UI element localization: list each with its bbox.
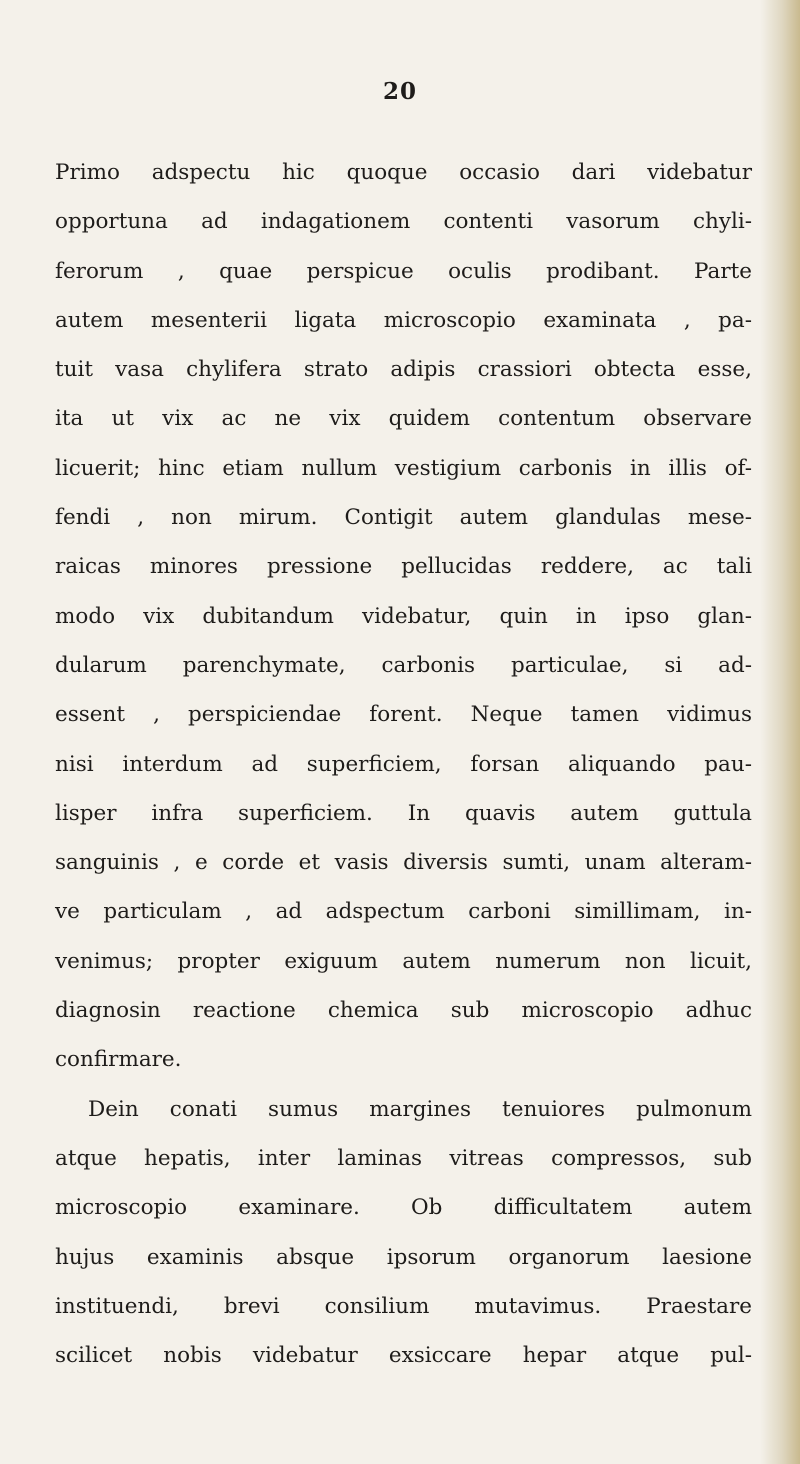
text-line: raicas minores pressione pellucidas reddere, ac tali <box>55 554 752 580</box>
text-line: lisper infra superficiem. In quavis autem guttula <box>55 800 752 826</box>
text-line: nisi interdum ad superficiem, forsan aliquando pau- <box>55 751 752 777</box>
text-line: sanguinis , e corde et vasis diversis sumti, unam alteram- <box>55 850 752 876</box>
page-edge-shadow <box>760 0 800 1464</box>
text-line: modo vix dubitandum videbatur, quin in ipso glan- <box>55 603 752 629</box>
text-line: microscopio examinare. Ob difficultatem autem <box>55 1195 752 1221</box>
text-line: licuerit; hinc etiam nullum vestigium carbonis in illis of- <box>55 455 752 481</box>
text-line: ita ut vix ac ne vix quidem contentum observare <box>55 406 752 432</box>
text-line: ve particulam , ad adspectum carboni simillimam, in- <box>55 899 752 925</box>
text-line: dularum parenchymate, carbonis particulae, si ad- <box>55 652 752 678</box>
body-text <box>55 154 752 1386</box>
text-line: instituendi, brevi consilium mutavimus. Praestare <box>55 1293 752 1319</box>
text-line: atque hepatis, inter laminas vitreas compressos, sub <box>55 1145 752 1171</box>
text-line: confirmare. <box>55 1047 182 1073</box>
text-line: Primo adspectu hic quoque occasio dari videbatur <box>55 160 752 185</box>
text-line: tuit vasa chylifera strato adipis crassiori obtecta esse, <box>55 357 752 383</box>
page-number: 20 <box>382 78 417 105</box>
text-line: essent , perspiciendae forent. Neque tamen vidimus <box>55 702 752 728</box>
text-line: venimus; propter exiguum autem numerum non licuit, <box>55 948 752 974</box>
text-line: hujus examinis absque ipsorum organorum laesione <box>55 1244 752 1270</box>
text-line: fendi , non mirum. Contigit autem glandulas mese- <box>55 505 752 531</box>
text-line: opportuna ad indagationem contenti vasorum chyli- <box>55 209 752 235</box>
text-line: autem mesenterii ligata microscopio examinata , pa- <box>55 307 752 333</box>
text-line: diagnosin reactione chemica sub microscopio adhuc <box>55 998 752 1024</box>
text-line: Dein conati sumus margines tenuiores pulmonum <box>88 1096 752 1122</box>
text-line: scilicet nobis videbatur exsiccare hepar atque pul- <box>55 1343 752 1369</box>
text-line: ferorum , quae perspicue oculis prodibant. Parte <box>55 258 752 284</box>
